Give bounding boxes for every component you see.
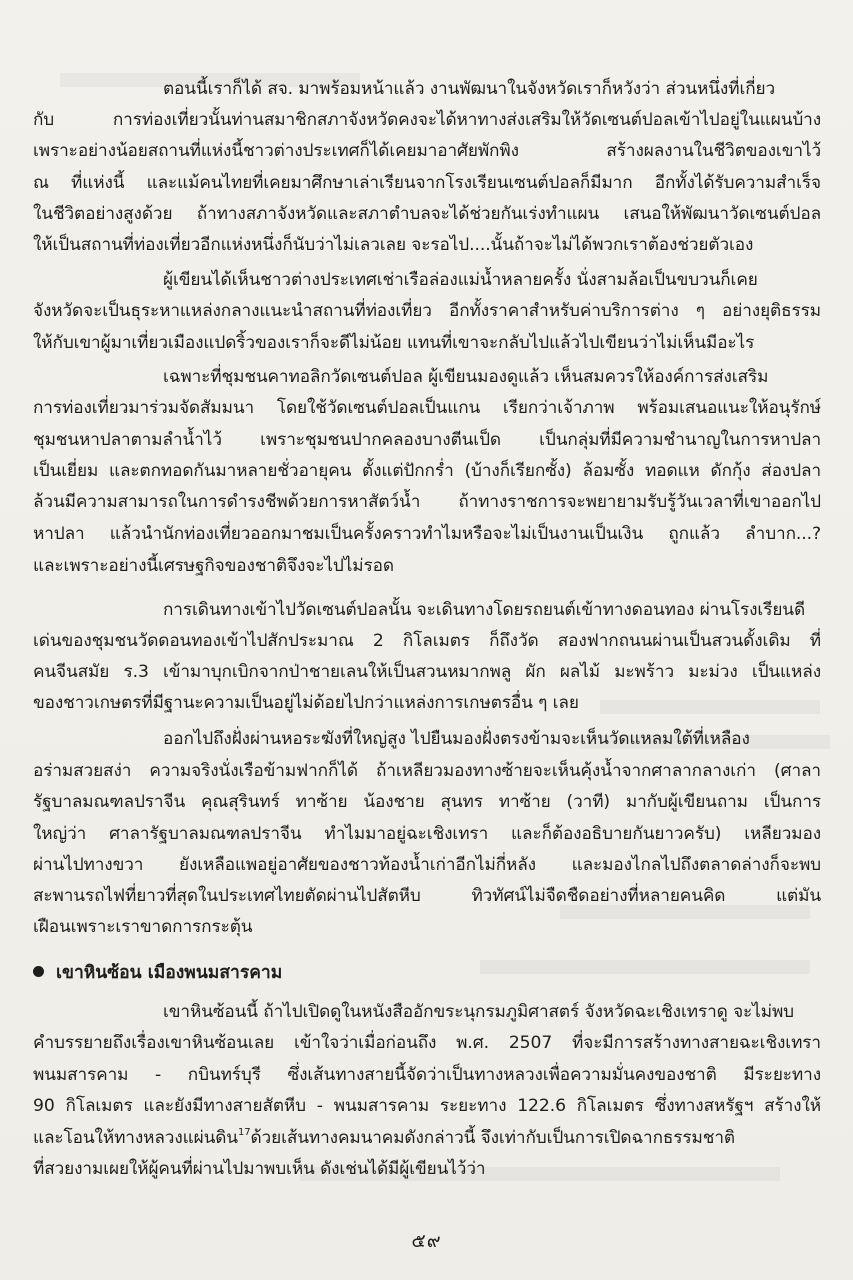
- text-line: ของชาวเกษตรที่มีฐานะความเป็นอยู่ไม่ด้อยไปกว่าแหล่งการเกษตรอื่น ๆ เลย: [33, 693, 579, 713]
- text-line: ตอนนี้เราก็ได้ สจ. มาพร้อมหน้าแล้ว งานพัฒนาในจังหวัดเราก็หวังว่า ส่วนหนึ่งที่เกี่ยว: [163, 79, 776, 99]
- text-line: ให้เป็นสถานที่ท่องเที่ยวอีกแห่งหนึ่งก็นับว่าไม่เลวเลย จะรอไป....นั้นถ้าจะไม่ได้พวกเราต้องช่วยตัวเอง: [33, 235, 754, 255]
- text-line: เป็นเยี่ยม และตกทอดกันมาหลายชั่วอายุคน ตั้งแต่ปักกร่ำ (บ้างก็เรียกซั้ง) ล้อมซั้ง ทอดแห ดักกุ้ง ส่องปลา: [33, 461, 821, 481]
- text-line: ผ่านไปทางขวา ยังเหลือแพอยู่อาศัยของชาวท้องน้ำเก่าอีกไม่กี่หลัง และมองไกลไปถึงตลาดล่างก็จะพบ: [33, 855, 821, 875]
- text-line: เฉพาะที่ชุมชนคาทอลิกวัดเซนต์ปอล ผู้เขียนมองดูแล้ว เห็นสมควรให้องค์การส่งเสริม: [163, 367, 769, 387]
- text-line: การท่องเที่ยวมาร่วมจัดสัมมนา โดยใช้วัดเซนต์ปอลเป็นแกน เรียกว่าเจ้าภาพ พร้อมเสนอแนะให้อนุรักษ์: [33, 398, 821, 418]
- text-line: ใหญ่ว่า ศาลารัฐบาลมณฑลปราจีน ทำไมมาอยู่ฉะเชิงเทรา และก็ต้องอธิบายกันยาวครับ) เหลียวมอง: [33, 824, 821, 844]
- text-line: จังหวัดจะเป็นธุระหาแหล่งกลางแนะนำสถานที่ท่องเที่ยว อีกทั้งราคาสำหรับค่าบริการต่าง ๆ อย่างยุติธรรม: [33, 301, 821, 321]
- text-line: หาปลา แล้วนำนักท่องเที่ยวออกมาชมเป็นครั้งคราวทำไมหรือจะไม่เป็นงานเป็นเงิน ถูกแล้ว ลำบาก...?: [33, 524, 821, 544]
- section-heading-text: เขาหินซ้อน เมืองพนมสารคาม: [56, 963, 283, 983]
- text-line: ล้วนมีความสามารถในการดำรงชีพด้วยการหาสัตว์น้ำ ถ้าทางราชการจะพยายามรับรู้วันเวลาที่เขาออกไป: [33, 492, 821, 512]
- text-line: เด่นของชุมชนวัดดอนทองเข้าไปสักประมาณ 2 กิโลเมตร ก็ถึงวัด สองฟากถนนผ่านเป็นสวนดั้งเดิม ที่: [33, 631, 821, 651]
- text-line: ผู้เขียนได้เห็นชาวต่างประเทศเช่าเรือล่องแม่น้ำหลายครั้ง นั่งสามล้อเป็นขบวนก็เคย: [163, 270, 758, 290]
- text-line: พนมสารคาม - กบินทร์บุรี ซึ่งเส้นทางสายนี้จัดว่าเป็นทางหลวงเพื่อความมั่นคงของชาติ มีระยะทาง: [33, 1065, 821, 1085]
- text-line: ที่สวยงามเผยให้ผู้คนที่ผ่านไปมาพบเห็น ดังเช่นได้มีผู้เขียนไว้ว่า: [33, 1159, 486, 1179]
- text-line: คำบรรยายถึงเรื่องเขาหินซ้อนเลย เข้าใจว่าเมื่อก่อนถึง พ.ศ. 2507 ที่จะมีการสร้างทางสายฉะเชิงเทรา: [33, 1033, 821, 1053]
- text-line: ชุมชนหาปลาตามลำน้ำไว้ เพราะชุมชนปากคลองบางตีนเป็ด เป็นกลุ่มที่มีความชำนาญในการหาปลา: [33, 430, 821, 450]
- page-number: ๕๙: [411, 1230, 442, 1252]
- text-line: 90 กิโลเมตร และยังมีทางสายสัตหีบ - พนมสารคาม ระยะทาง 122.6 กิโลเมตร ซึ่งทางสหรัฐฯ สร้างให้: [33, 1096, 821, 1116]
- bullet-icon: [33, 966, 44, 977]
- text-line: การเดินทางเข้าไปวัดเซนต์ปอลนั้น จะเดินทางโดยรถยนต์เข้าทางดอนทอง ผ่านโรงเรียนดี: [163, 600, 806, 620]
- text-segment: ด้วยเส้นทางคมนาคมดังกล่าวนี้ จึงเท่ากับเป็นการเปิดฉากธรรมชาติ: [250, 1128, 735, 1148]
- text-line: ในชีวิตอย่างสูงด้วย ถ้าทางสภาจังหวัดและสภาตำบลจะได้ช่วยกันเร่งทำแผน เสนอให้พัฒนาวัดเซนต์ปอล: [33, 204, 821, 224]
- text-line: กับ การท่องเที่ยวนั้นท่านสมาชิกสภาจังหวัดคงจะได้หาทางส่งเสริมให้วัดเซนต์ปอลเข้าไปอยู่ในแผนบ้าง: [33, 110, 821, 130]
- section-heading: [33, 958, 282, 988]
- text-line: เพราะอย่างน้อยสถานที่แห่งนี้ชาวต่างประเทศก็ได้เคยมาอาศัยพักพิง สร้างผลงานในชีวิตของเขาไว้: [33, 141, 821, 161]
- text-line: ให้กับเขาผู้มาเที่ยวเมืองแปดริ้วของเราก็จะดีไม่น้อย แทนที่เขาจะกลับไปแล้วไปเขียนว่าไม่เห็นมีอะไร: [33, 333, 755, 353]
- text-segment: และโอนให้ทางหลวงแผ่นดิน: [33, 1128, 238, 1148]
- footnote-marker: 17: [237, 1127, 251, 1138]
- text-line: รัฐบาลมณฑลปราจีน คุณสุรินทร์ ทาซ้าย น้องชาย สุนทร ทาซ้าย (วาที) มากับผู้เขียนถาม เป็นการ: [33, 792, 821, 812]
- text-line: [33, 1123, 735, 1153]
- text-line: ณ ที่แห่งนี้ และแม้คนไทยที่เคยมาศึกษาเล่าเรียนจากโรงเรียนเซนต์ปอลก็มีมาก อีกทั้งได้รับความสำเร็จ: [33, 173, 821, 193]
- text-line: เฝือนเพราะเราขาดการกระตุ้น: [33, 917, 253, 937]
- text-line: และเพราะอย่างนี้เศรษฐกิจของชาติจึงจะไปไม่รอด: [33, 556, 394, 576]
- text-line: อร่ามสวยสง่า ความจริงนั่งเรือข้ามฟากก็ได้ ถ้าเหลียวมองทางซ้ายจะเห็นคุ้งน้ำจากศาลากลางเก่า (ศาลา: [33, 761, 821, 781]
- text-line: ออกไปถึงฝั่งผ่านหอระฆังที่ใหญ่สูง ไปยืนมองฝั่งตรงข้ามจะเห็นวัดแหลมใต้ที่เหลือง: [163, 729, 750, 749]
- text-line: เขาหินซ้อนนี้ ถ้าไปเปิดดูในหนังสืออักขระนุกรมภูมิศาสตร์ จังหวัดฉะเชิงเทราดู จะไม่พบ: [163, 1002, 794, 1022]
- text-line: คนจีนสมัย ร.3 เข้ามาบุกเบิกจากป่าชายเลนให้เป็นสวนหมากพลู ผัก ผลไม้ มะพร้าว มะม่วง เป็นแหล่ง: [33, 662, 821, 682]
- text-line: สะพานรถไฟที่ยาวที่สุดในประเทศไทยตัดผ่านไปสัตหีบ ทิวทัศน์ไม่จืดชืดอย่างที่หลายคนคิด แต่มัน: [33, 886, 821, 906]
